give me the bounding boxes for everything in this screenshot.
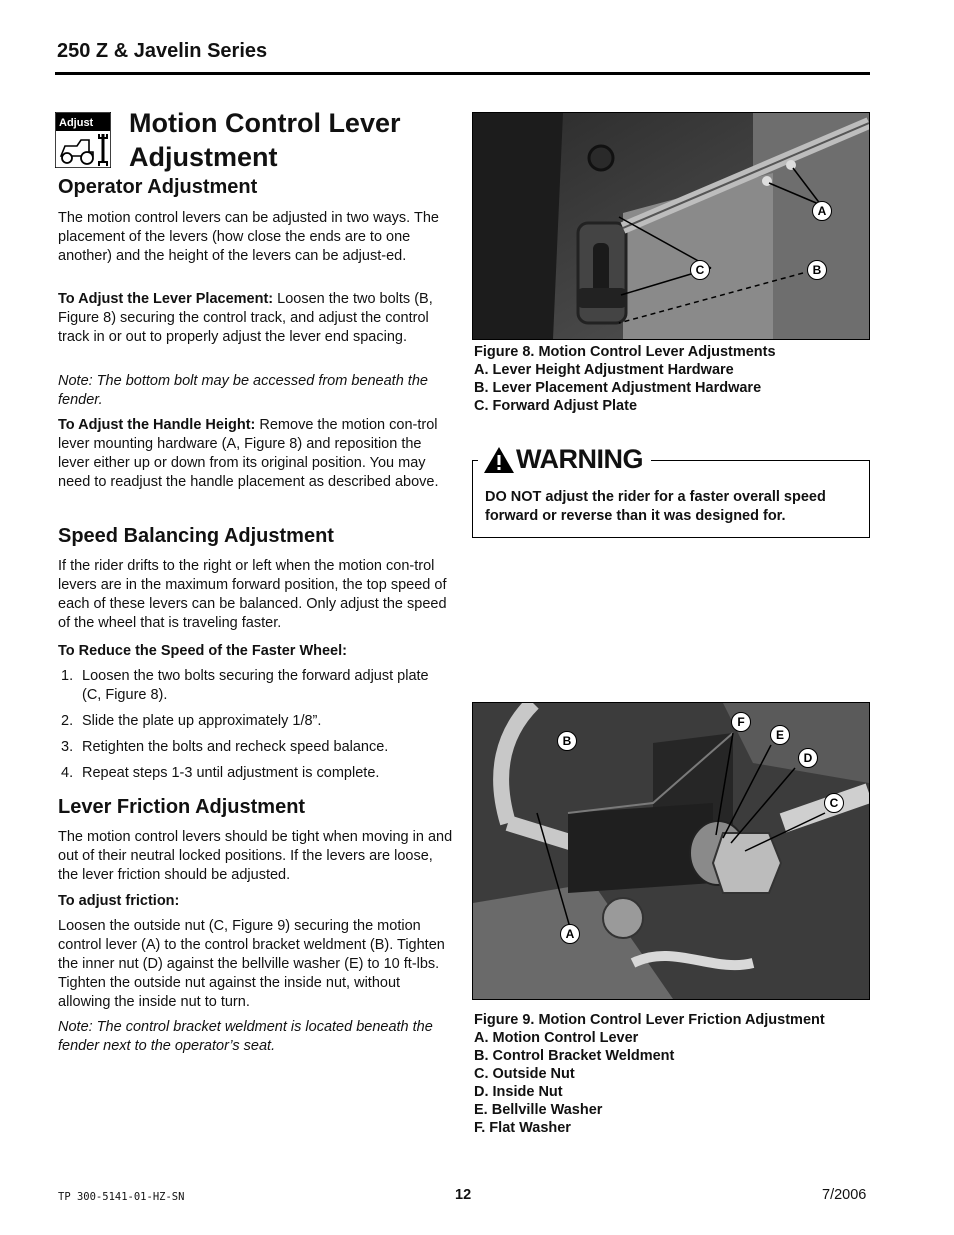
placement-label: To Adjust the Lever Placement: xyxy=(58,291,274,307)
figure-9-photo xyxy=(472,702,870,1000)
warning-heading xyxy=(478,444,651,475)
marker-f: F xyxy=(731,712,751,732)
marker-c: C xyxy=(824,793,844,813)
document-date: 7/2006 xyxy=(822,1187,867,1203)
placement-paragraph xyxy=(58,290,448,347)
adjust-wrench-icon xyxy=(55,112,111,168)
friction-intro: The motion control levers should be tight when moving in and out of their neutral locked positions. If the levers are loose, the lever friction should be adjusted. xyxy=(58,829,453,883)
warning-text: DO NOT adjust the rider for a faster overall speed forward or reverse than it was designed for. xyxy=(485,489,826,524)
marker-b: B xyxy=(557,731,577,751)
friction-subheading: To adjust friction: xyxy=(58,893,180,909)
speed-steps xyxy=(58,667,438,790)
series-title: 250 Z & Javelin Series xyxy=(57,40,268,62)
figure-8-caption: Figure 8. Motion Control Lever Adjustments A. Lever Height Adjustment Hardware B. Lever Placement Adjustment Hardware C. Forward Adjust Plate xyxy=(474,344,776,414)
placement-note: Note: The bottom bolt may be accessed from beneath the fender. xyxy=(58,373,428,408)
height-label: To Adjust the Handle Height: xyxy=(58,417,256,433)
warning-triangle-icon xyxy=(482,445,516,475)
step-item: 3. Retighten the bolts and recheck speed balance. xyxy=(61,739,389,755)
step-item: 2. Slide the plate up approximately 1/8”. xyxy=(61,713,322,729)
page-number: 12 xyxy=(455,1187,472,1203)
marker-c: C xyxy=(690,260,710,280)
height-text: Remove the motion con-trol lever mounting hardware (A, Figure 8) and reposition the lever either up or down from its original position. You may need to readjust the handle placement as described above. xyxy=(58,417,439,490)
friction-text: Loosen the outside nut (C, Figure 9) securing the motion control lever (A) to the control bracket weldment (B). Tighten the inner nut (D) against the bellville washer (E) to 10 ft-lbs. Tighten the outside nut against the inside nut, without allowing the inside nut to turn. xyxy=(58,918,445,1010)
figure-9-caption: Figure 9. Motion Control Lever Friction Adjustment A. Motion Control Lever B. Control Bracket Weldment C. Outside Nut D. Inside Nut E. Bellville Washer F. Flat Washer xyxy=(474,1012,825,1136)
operator-heading: Operator Adjustment xyxy=(58,176,258,198)
height-paragraph xyxy=(58,416,453,492)
header-rule xyxy=(55,72,870,75)
speed-intro: If the rider drifts to the right or left when the motion con-trol levers are in the maximum forward position, the top speed of each of these levers can be balanced. Only adjust the speed of the wheel that is traveling faster. xyxy=(58,558,447,631)
speed-subheading: To Reduce the Speed of the Faster Wheel: xyxy=(58,643,347,659)
marker-e: E xyxy=(770,725,790,745)
marker-b: B xyxy=(807,260,827,280)
placement-text: Loosen the two bolts (B, Figure 8) securing the control track, and adjust the control track in or out to properly adjust the lever end spacing. xyxy=(58,291,433,345)
icon-label: Adjust xyxy=(59,117,94,129)
marker-d: D xyxy=(798,748,818,768)
document-code: TP 300-5141-01-HZ-SN xyxy=(58,1191,185,1203)
warning-heading-text: WARNING xyxy=(516,444,643,474)
figure-8-photo xyxy=(472,112,870,340)
marker-a: A xyxy=(812,201,832,221)
marker-a: A xyxy=(560,924,580,944)
friction-heading: Lever Friction Adjustment xyxy=(58,796,306,818)
step-item: 1. Loosen the two bolts securing the forward adjust plate (C, Figure 8). xyxy=(61,668,429,703)
friction-note: Note: The control bracket weldment is located beneath the fender next to the operator’s seat. xyxy=(58,1019,433,1054)
operator-intro: The motion control levers can be adjusted in two ways. The placement of the levers (how close the ends are to one another) and the height of the levers can be adjust-ed. xyxy=(58,210,439,264)
page-title: Motion Control Lever Adjustment xyxy=(129,108,401,172)
speed-heading: Speed Balancing Adjustment xyxy=(58,525,334,547)
step-item: 4. Repeat steps 1-3 until adjustment is complete. xyxy=(61,765,380,781)
